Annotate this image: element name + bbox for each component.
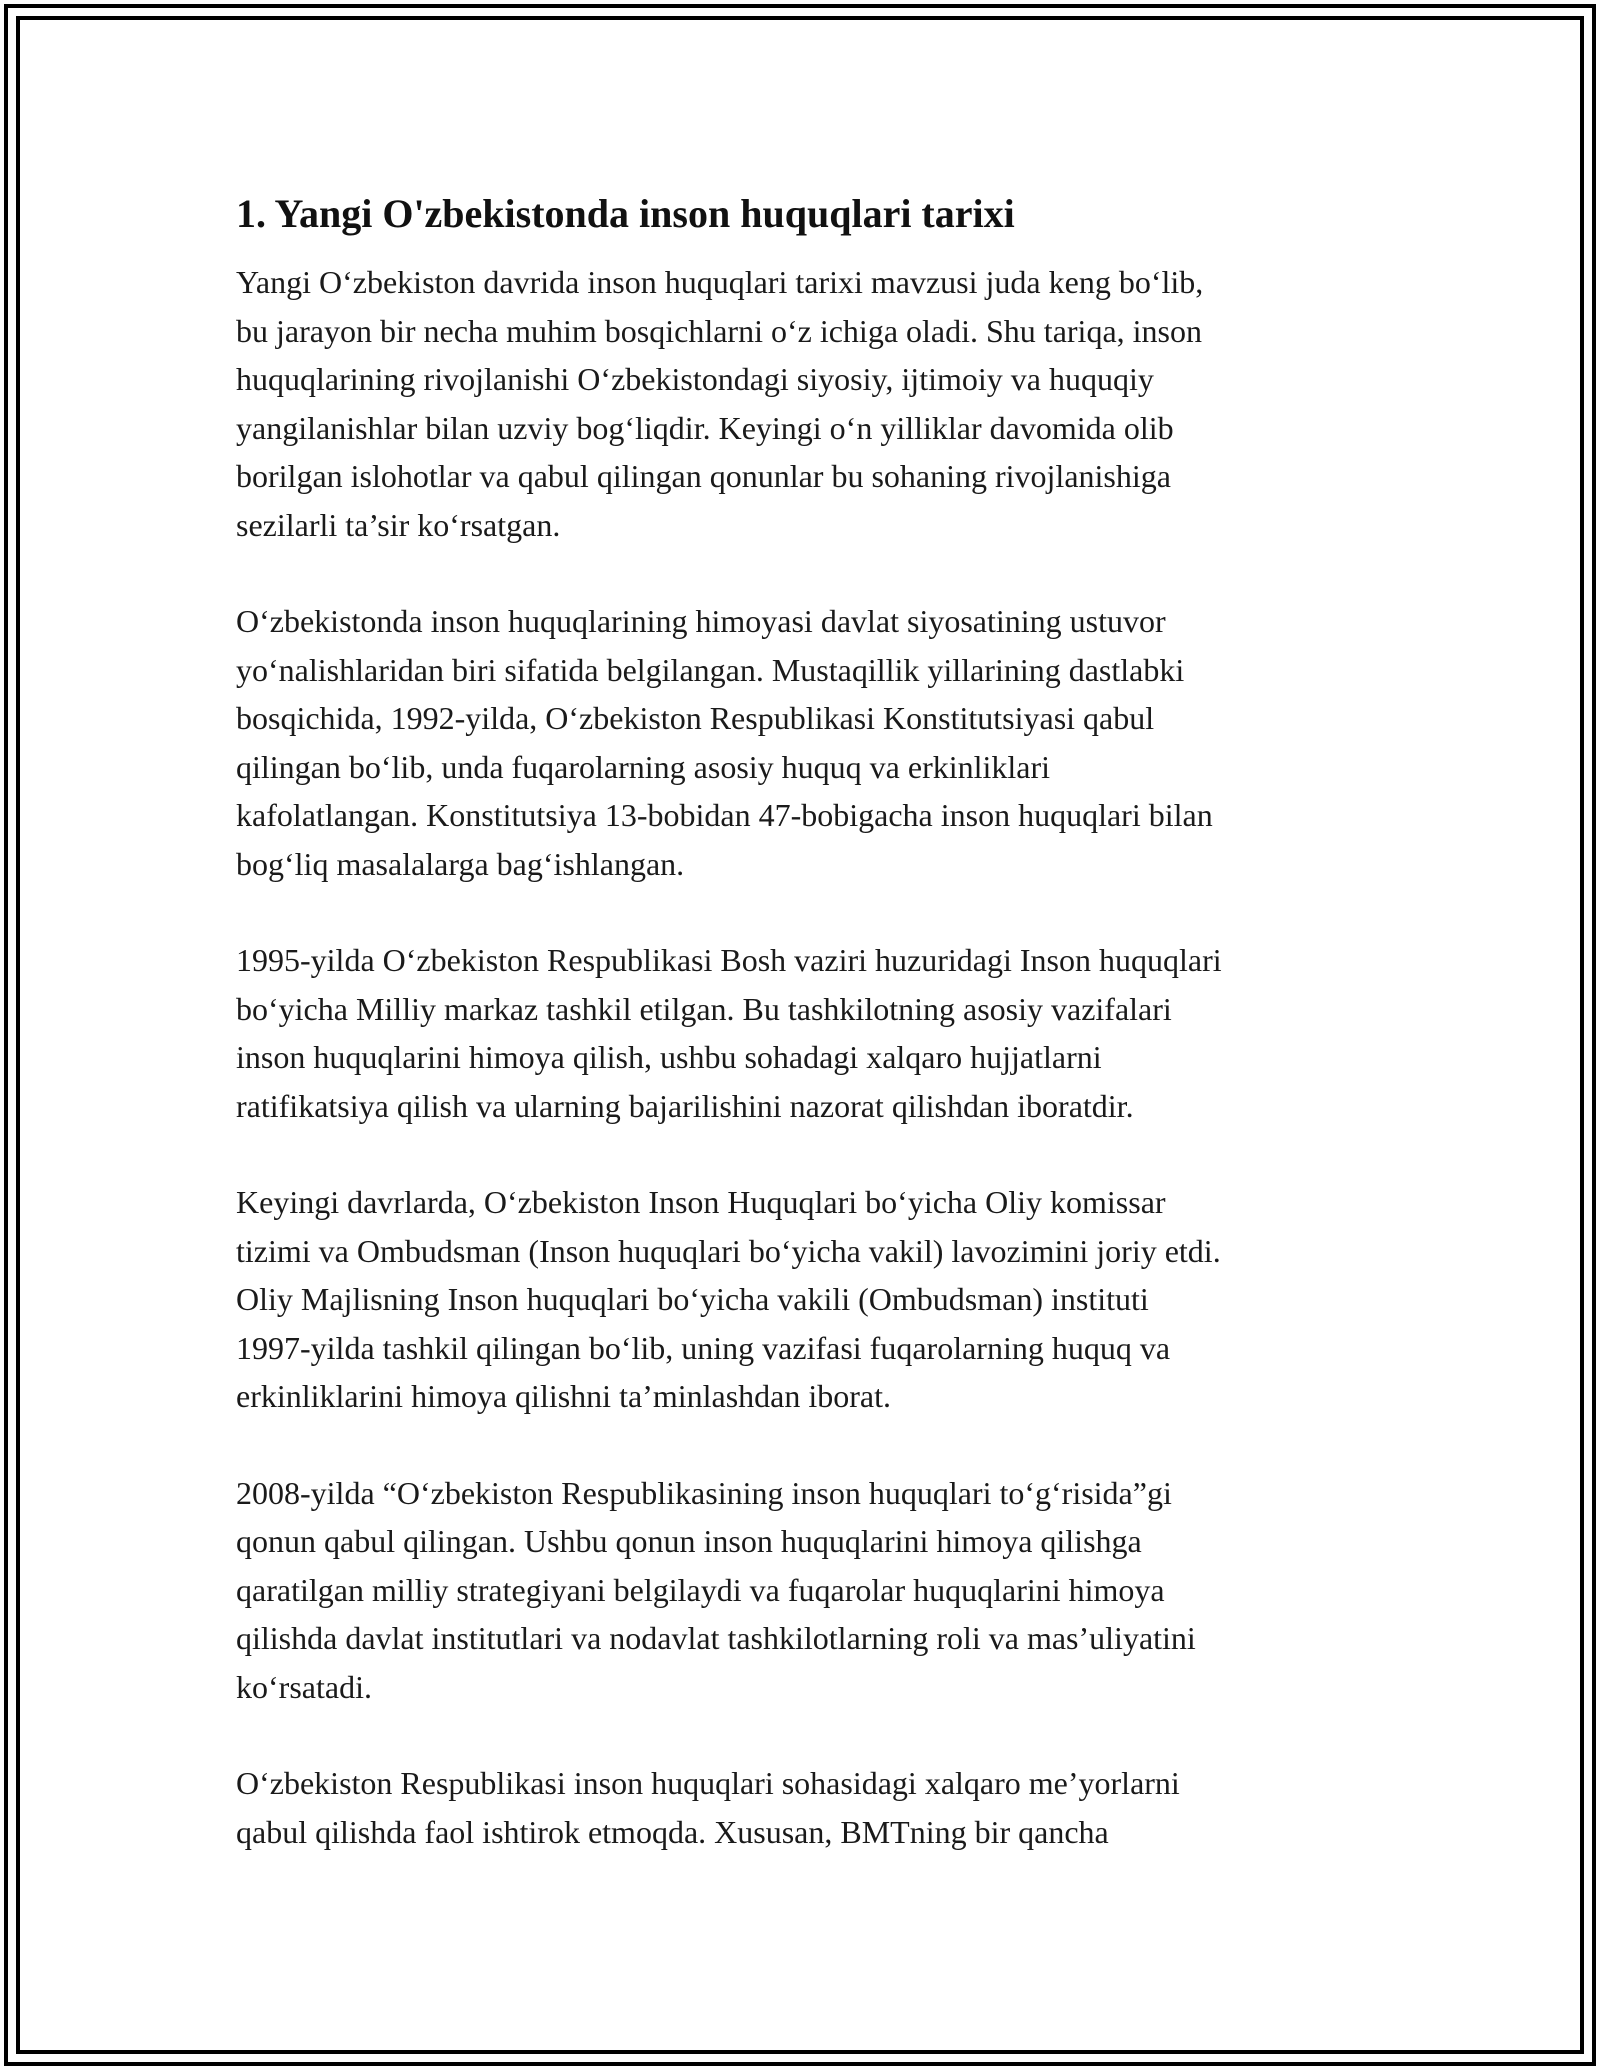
paragraph-2: O‘zbekistonda inson huquqlarining himoyasi davlat siyosatining ustuvor yo‘nalishlaridan biri sifatida belgilangan. Mustaqillik yillarining dastlabki bosqichida, 1992-yilda, O‘zbekiston Respublikasi Konstitutsiyasi qabul qilingan bo‘lib, unda fuqarolarning asosiy huquq va erkinliklari kafolatlangan. Konstitutsiya 13-bobidan 47-bobigacha inson huquqlari bilan bog‘liq masalalarga bag‘ishlangan. [236, 603, 1213, 882]
section-title: 1. Yangi O'zbekistonda inson huquqlari tarixi [236, 191, 1015, 236]
paragraph-4: Keyingi davrlarda, O‘zbekiston Inson Huquqlari bo‘yicha Oliy komissar tizimi va Ombudsman (Inson huquqlari bo‘yicha vakil) lavozimini joriy etdi. Oliy Majlisning Inson huquqlari bo‘yicha vakili (Ombudsman) instituti 1997-yilda tashkil qilingan bo‘lib, uning vazifasi fuqarolarning huquq va erkinliklarini himoya qilishni ta’minlashdan iborat. [236, 1184, 1221, 1414]
paragraph-5: 2008-yilda “O‘zbekiston Respublikasining inson huquqlari to‘g‘risida”gi qonun qabul qilingan. Ushbu qonun inson huquqlarini himoya qilishga qaratilgan milliy strategiyani belgilaydi va fuqarolar huquqlarini himoya qilishda davlat institutlari va nodavlat tashkilotlarning roli va mas’uliyatini ko‘rsatadi. [236, 1474, 1196, 1705]
paragraph-1: Yangi O‘zbekiston davrida inson huquqlari tarixi mavzusi juda keng bo‘lib, bu jarayon bir necha muhim bosqichlarni o‘z ichiga oladi. Shu tariqa, inson huquqlarining rivojlanishi O‘zbekistondagi siyosiy, ijtimoiy va huquqiy yangilanishlar bilan uzviy bog‘liqdir. Keyingi o‘n yilliklar davomida olib borilgan islohotlar va qabul qilingan qonunlar bu sohaning rivojlanishiga sezilarli ta’sir ko‘rsatgan. [236, 264, 1204, 543]
paragraph-3: 1995-yilda O‘zbekiston Respublikasi Bosh vaziri huzuridagi Inson huquqlari bo‘yicha Milliy markaz tashkil etilgan. Bu tashkilotning asosiy vazifalari inson huquqlarini himoya qilish, ushbu sohadagi xalqaro hujjatlarni ratifikatsiya qilish va ularning bajarilishini nazorat qilishdan iboratdir. [236, 942, 1222, 1124]
document-body [236, 190, 1376, 1904]
paragraph-6: O‘zbekiston Respublikasi inson huquqlari sohasidagi xalqaro me’yorlarni qabul qilishda faol ishtirok etmoqda. Xususan, BMTning bir qancha [236, 1765, 1180, 1850]
